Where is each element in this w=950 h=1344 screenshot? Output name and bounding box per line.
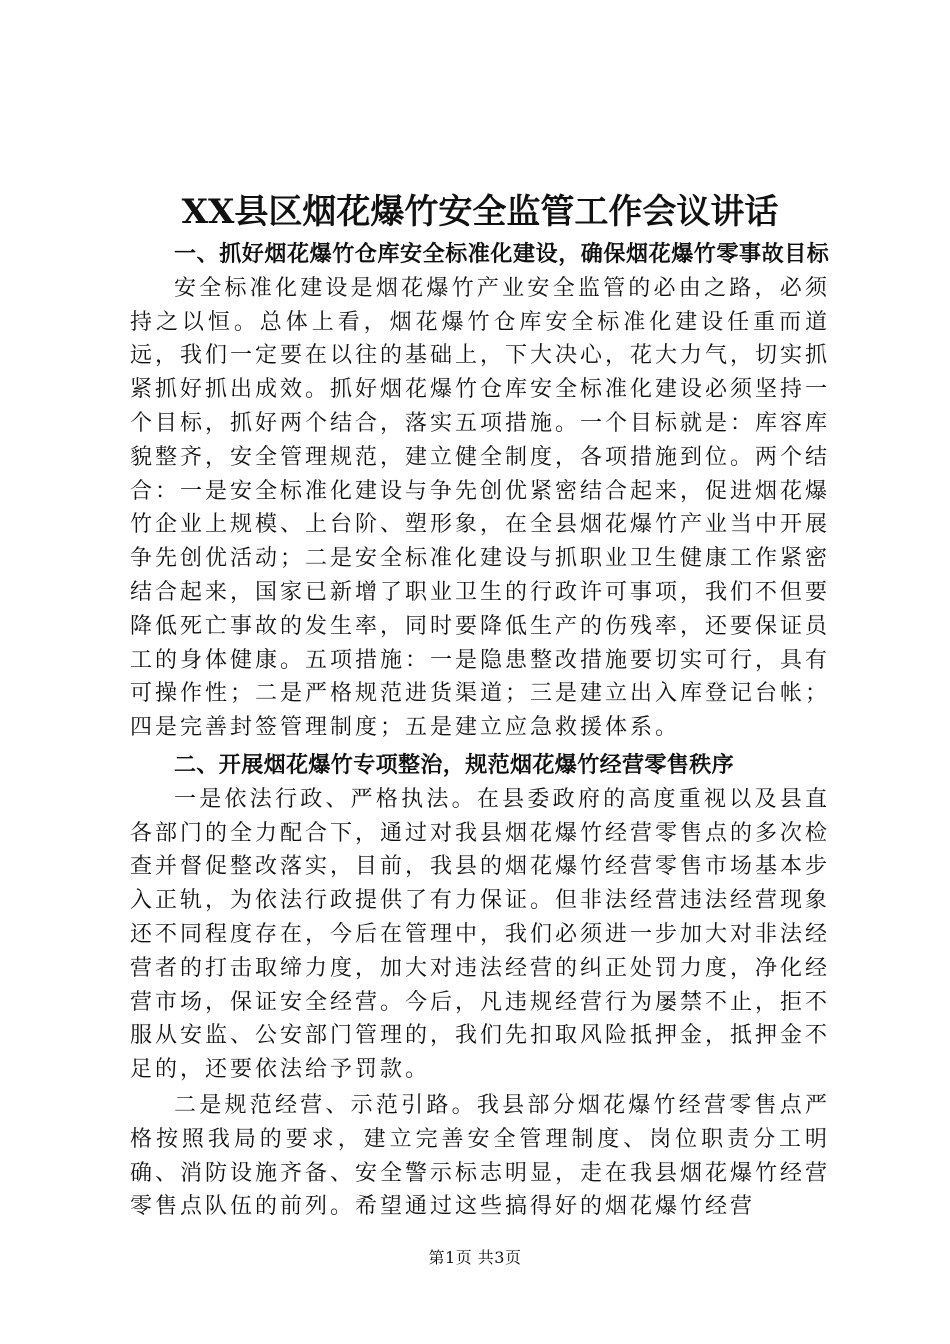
- page-footer: 第1页 共3页: [428, 1248, 522, 1267]
- section-2-paragraph-2: 二是规范经营、示范引路。我县部分烟花爆竹经营零售点严格按照我局的要求，建立完善安全管理制度、岗位职责分工明确、消防设施齐备、安全警示标志明显，走在我县烟花爆竹经营零售点队伍的前列。希望通过这些搞得好的烟花爆竹经营: [130, 1092, 831, 1220]
- section-heading-1: 一、抓好烟花爆竹仓库安全标准化建设，确保烟花爆竹零事故目标: [174, 241, 830, 267]
- section-1-paragraph-1: 安全标准化建设是烟花爆竹产业安全监管的必由之路，必须持之以恒。总体上看，烟花爆竹仓库安全标准化建设任重而道远，我们一定要在以往的基础上，下大决心，花大力气，切实抓紧抓好抓出成效。抓好烟花爆竹仓库安全标准化建设必须坚持一个目标，抓好两个结合，落实五项措施。一个目标就是：库容库貌整齐，安全管理规范，建立健全制度，各项措施到位。两个结合：一是安全标准化建设与争先创优紧密结合起来，促进烟花爆竹企业上规模、上台阶、塑形象，在全县烟花爆竹产业当中开展争先创优活动；二是安全标准化建设与抓职业卫生健康工作紧密结合起来，国家已新增了职业卫生的行政许可事项，我们不但要降低死亡事故的发生率，同时要降低生产的伤残率，还要保证员工的身体健康。五项措施：一是隐患整改措施要切实可行，具有可操作性；二是严格规范进货渠道；三是建立出入库登记台帐；四是完善封签管理制度；五是建立应急救援体系。: [130, 275, 831, 741]
- document-body: [130, 238, 830, 1224]
- document-title: XX县区烟花爆竹安全监管工作会议讲话: [181, 192, 779, 232]
- section-heading-2: 二、开展烟花爆竹专项整治，规范烟花爆竹经营零售秩序: [174, 751, 735, 778]
- section-2-paragraph-1: 一是依法行政、严格执法。在县委政府的高度重视以及县直各部门的全力配合下，通过对我县烟花爆竹经营零售点的多次检查并督促整改落实，目前，我县的烟花爆竹经营零售市场基本步入正轨，为依法行政提供了有力保证。但非法经营违法经营现象还不同程度存在，今后在管理中，我们必须进一步加大对非法经营者的打击取缔力度，加大对违法经营的纠正处罚力度，净化经营市场，保证安全经营。今后，凡违规经营行为屡禁不止，拒不服从安监、公安部门管理的，我们先扣取风险抵押金，抵押金不足的，还要依法给予罚款。: [130, 786, 831, 1083]
